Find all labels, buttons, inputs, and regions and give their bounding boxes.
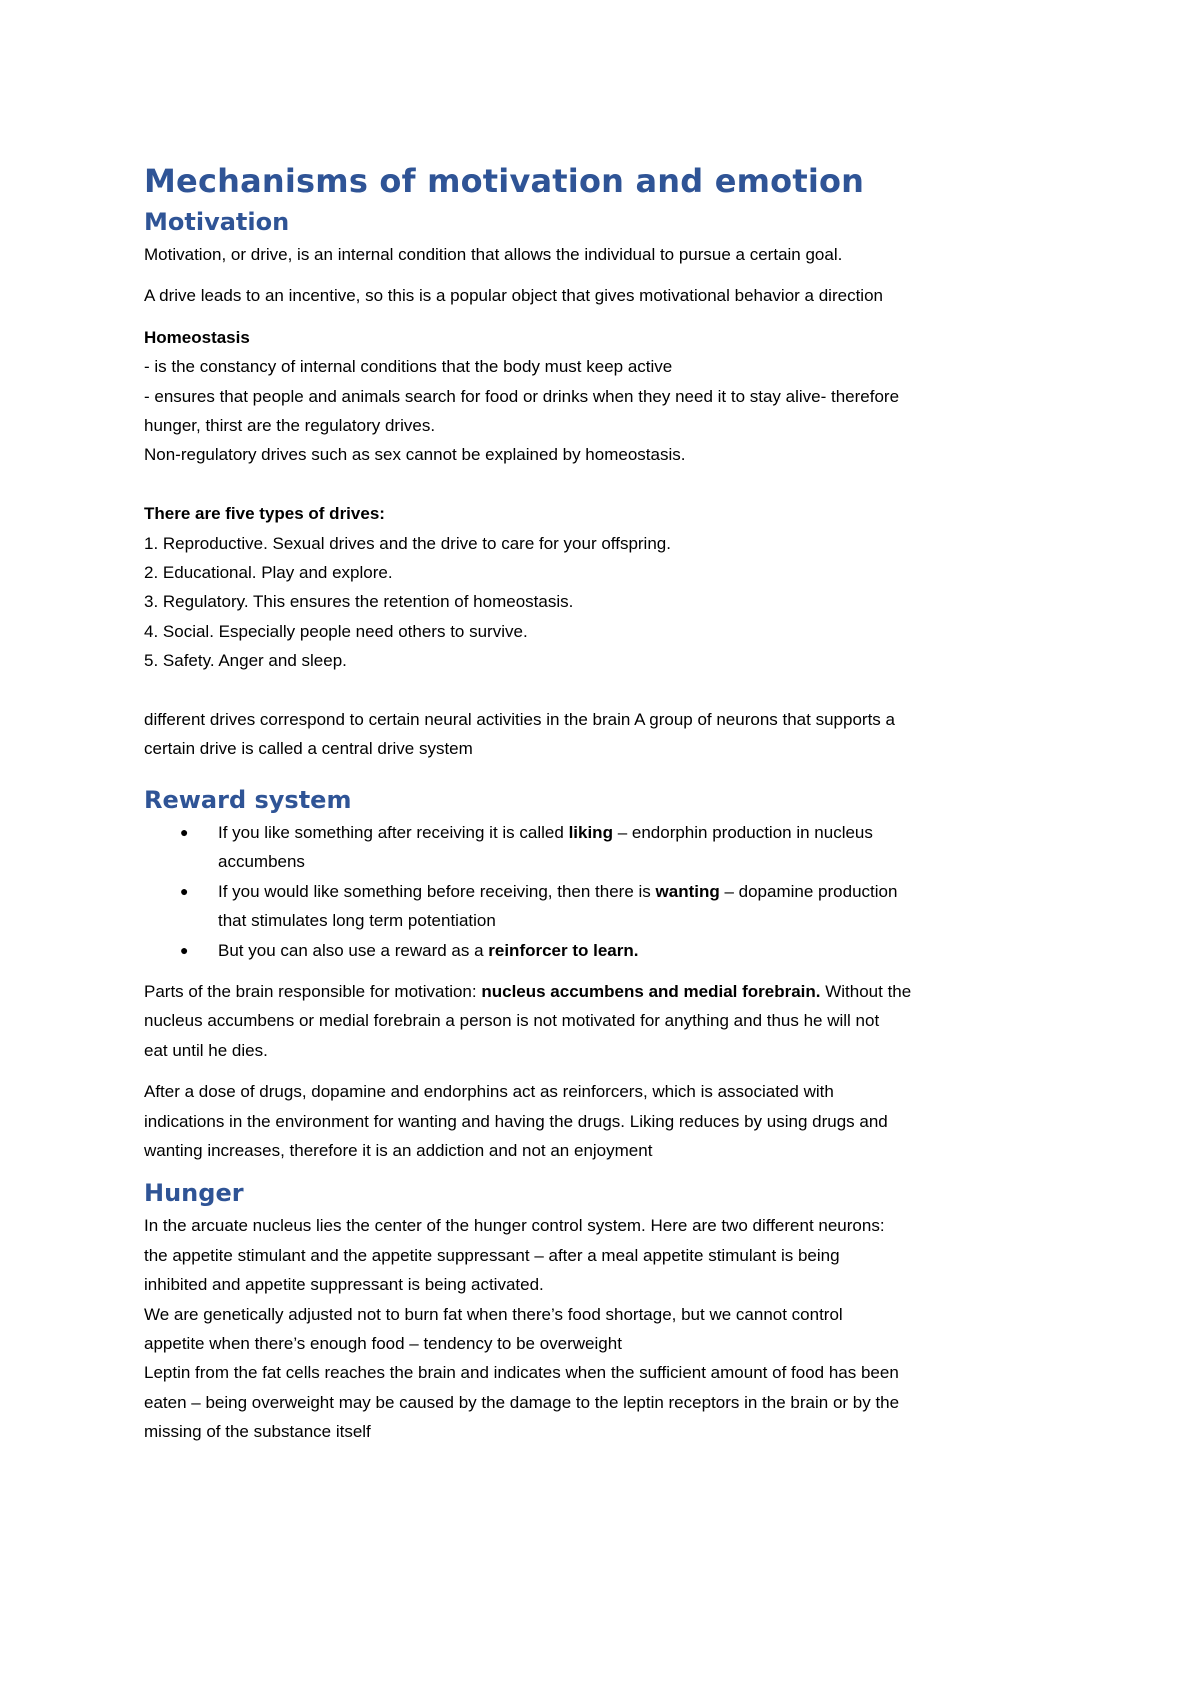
reward-bullet-list [144, 818, 1064, 965]
blank-line [144, 676, 1064, 705]
hunger-paragraph [144, 1211, 1064, 1446]
brain-parts-paragraph [144, 977, 1064, 1065]
heading-motivation: Motivation [144, 208, 290, 236]
bullet-icon: ● [180, 941, 189, 958]
paragraph-line: After a dose of drugs, dopamine and endorphins act as reinforcers, which is associated with [144, 1082, 834, 1102]
paragraph-line: We are genetically adjusted not to burn fat when there’s food shortage, but we cannot control [144, 1304, 843, 1324]
paragraph-line: In the arcuate nucleus lies the center of the hunger control system. Here are two different neurons: [144, 1216, 885, 1236]
bullet-text: that stimulates long term potentiation [218, 911, 496, 931]
drive-type-item: 3. Regulatory. This ensures the retention of homeostasis. [144, 592, 574, 612]
page-title: Mechanisms of motivation and emotion [144, 162, 865, 200]
list-item [180, 877, 1064, 936]
blank-line [144, 470, 1064, 499]
paragraph-text: Parts of the brain responsible for motivation: [144, 981, 482, 1001]
bullet-text: If you like something after receiving it is called [218, 822, 569, 842]
bullet-keyword: wanting [655, 881, 720, 901]
document-page [144, 160, 1064, 1459]
drive-type-item: 4. Social. Especially people need others to survive. [144, 621, 528, 641]
bullet-icon: ● [180, 882, 189, 899]
paragraph-line: appetite when there’s enough food – tendency to be overweight [144, 1333, 622, 1353]
bullet-icon: ● [180, 823, 189, 840]
drive-incentive-paragraph: A drive leads to an incentive, so this is a popular object that gives motivational behavior a direction [144, 286, 883, 306]
paragraph-text: Without the [820, 981, 912, 1001]
paragraph-line: eat until he dies. [144, 1040, 268, 1060]
motivation-definition: Motivation, or drive, is an internal condition that allows the individual to pursue a certain goal. [144, 245, 843, 264]
drive-type-item: 2. Educational. Play and explore. [144, 563, 393, 583]
bullet-keyword: liking [568, 822, 613, 842]
paragraph-line: wanting increases, therefore it is an addiction and not an enjoyment [144, 1140, 653, 1160]
paragraph-line: indications in the environment for wanting and having the drugs. Liking reduces by using drugs and [144, 1111, 888, 1131]
bullet-text: accumbens [218, 852, 305, 872]
paragraph-line: inhibited and appetite suppressant is being activated. [144, 1275, 544, 1295]
paragraph-line: eaten – being overweight may be caused by the damage to the leptin receptors in the brain or by the [144, 1392, 900, 1412]
heading-reward-system: Reward system [144, 785, 352, 814]
paragraph-line: Leptin from the fat cells reaches the brain and indicates when the sufficient amount of food has been [144, 1363, 899, 1383]
bullet-text: – endorphin production in nucleus [612, 822, 873, 842]
bullet-text: If you would like something before receiving, then there is [218, 881, 656, 901]
list-item [180, 818, 1064, 877]
paragraph-line: nucleus accumbens or medial forebrain a person is not motivated for anything and thus he will not [144, 1011, 880, 1031]
heading-hunger: Hunger [144, 1179, 244, 1208]
homeostasis-line: hunger, thirst are the regulatory drives. [144, 416, 436, 436]
drive-type-item: 1. Reproductive. Sexual drives and the drive to care for your offspring. [144, 533, 671, 553]
bullet-text: – dopamine production [719, 881, 898, 901]
homeostasis-label: Homeostasis [144, 327, 250, 347]
drive-types-label: There are five types of drives: [144, 504, 385, 524]
homeostasis-line: - ensures that people and animals search for food or drinks when they need it to stay alive- therefore [144, 386, 900, 406]
homeostasis-block [144, 323, 1064, 470]
drive-types-block [144, 499, 1064, 675]
central-drive-paragraph [144, 705, 1064, 764]
bullet-text: But you can also use a reward as a [218, 940, 489, 960]
list-item [180, 936, 1064, 965]
paragraph-keyword: nucleus accumbens and medial forebrain. [481, 981, 821, 1001]
central-drive-line: certain drive is called a central drive system [144, 739, 473, 759]
homeostasis-line: Non-regulatory drives such as sex cannot be explained by homeostasis. [144, 445, 686, 465]
drive-type-item: 5. Safety. Anger and sleep. [144, 651, 347, 671]
central-drive-line: different drives correspond to certain neural activities in the brain A group of neurons that supports a [144, 710, 895, 730]
paragraph-line: the appetite stimulant and the appetite suppressant – after a meal appetite stimulant is being [144, 1245, 840, 1265]
bullet-keyword: reinforcer to learn. [488, 940, 639, 960]
paragraph-line: missing of the substance itself [144, 1422, 371, 1442]
homeostasis-line: - is the constancy of internal conditions that the body must keep active [144, 357, 673, 377]
drugs-paragraph [144, 1077, 1064, 1165]
